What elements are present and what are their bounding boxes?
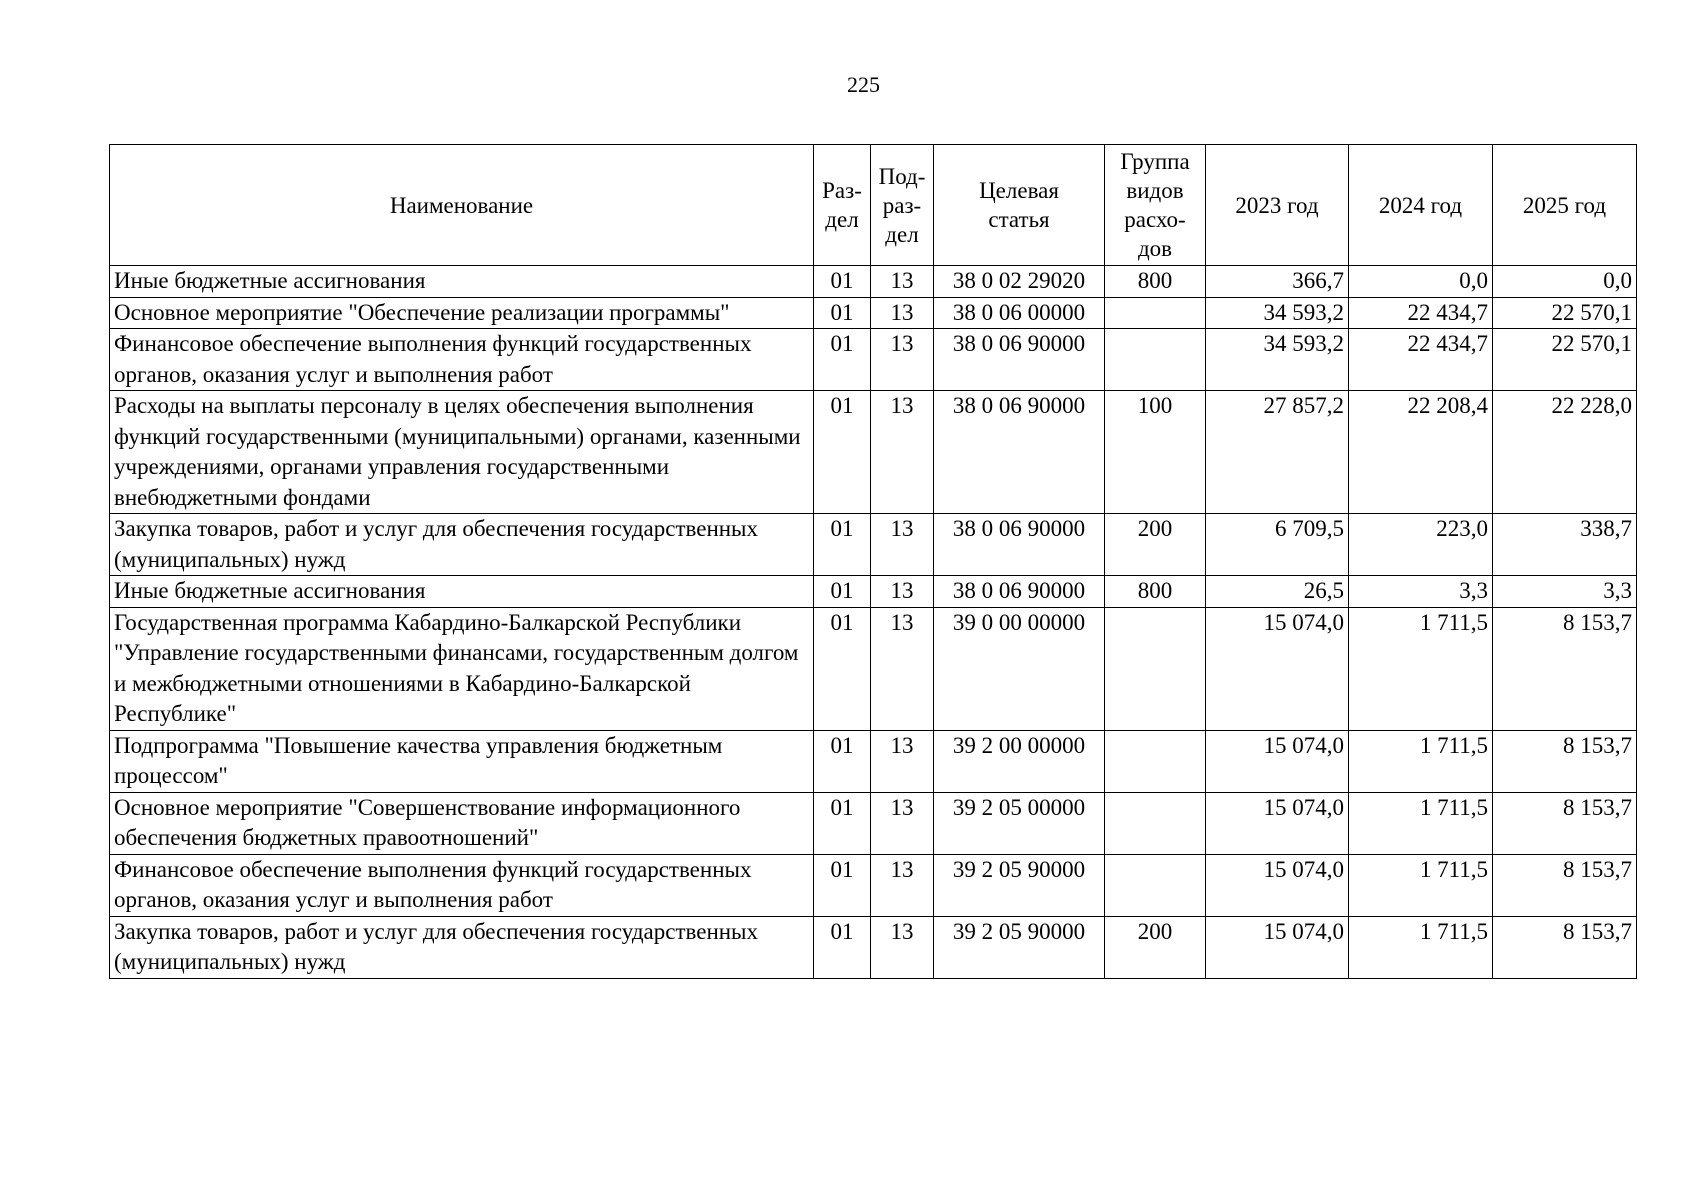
cell-podrazdel: 13	[871, 607, 934, 730]
page-number: 225	[847, 72, 880, 97]
cell-razdel: 01	[814, 391, 871, 514]
cell-2025: 8 153,7	[1493, 730, 1637, 792]
cell-podrazdel: 13	[871, 792, 934, 854]
cell-2024: 1 711,5	[1349, 854, 1493, 916]
cell-2023: 34 593,2	[1206, 297, 1349, 329]
cell-name: Закупка товаров, работ и услуг для обеспечения государственных (муниципальных) нужд	[110, 514, 814, 576]
cell-tselevaya-statya: 39 2 05 90000	[934, 916, 1105, 978]
header-2024: 2024 год	[1349, 145, 1493, 266]
cell-tselevaya-statya: 39 2 05 00000	[934, 792, 1105, 854]
cell-name: Государственная программа Кабардино-Балкарской Республики "Управление государственными финансами, государственным долгом и межбюджетными отношениями в Кабардино-Балкарской Республике"	[110, 607, 814, 730]
cell-tselevaya-statya: 38 0 06 90000	[934, 576, 1105, 608]
cell-razdel: 01	[814, 576, 871, 608]
cell-2023: 366,7	[1206, 266, 1349, 298]
cell-2025: 8 153,7	[1493, 607, 1637, 730]
cell-gruppa	[1105, 607, 1206, 730]
cell-tselevaya-statya: 39 2 05 90000	[934, 854, 1105, 916]
cell-podrazdel: 13	[871, 514, 934, 576]
cell-name: Расходы на выплаты персоналу в целях обеспечения выполнения функций государственными (муниципальными) органами, казенными учреждениями, органами управления государственными внебюджетными фондами	[110, 391, 814, 514]
header-2023: 2023 год	[1206, 145, 1349, 266]
cell-2024: 1 711,5	[1349, 916, 1493, 978]
cell-razdel: 01	[814, 607, 871, 730]
cell-gruppa: 800	[1105, 266, 1206, 298]
cell-2024: 22 434,7	[1349, 329, 1493, 391]
cell-2025: 3,3	[1493, 576, 1637, 608]
cell-name: Финансовое обеспечение выполнения функций государственных органов, оказания услуг и выполнения работ	[110, 854, 814, 916]
cell-name: Подпрограмма "Повышение качества управления бюджетным процессом"	[110, 730, 814, 792]
cell-razdel: 01	[814, 514, 871, 576]
cell-razdel: 01	[814, 297, 871, 329]
table-header	[110, 145, 1637, 266]
cell-podrazdel: 13	[871, 329, 934, 391]
header-tselevaya-statya: Целевая статья	[934, 145, 1105, 266]
cell-razdel: 01	[814, 266, 871, 298]
cell-gruppa	[1105, 297, 1206, 329]
cell-tselevaya-statya: 38 0 06 90000	[934, 391, 1105, 514]
cell-tselevaya-statya: 39 0 00 00000	[934, 607, 1105, 730]
cell-gruppa: 200	[1105, 916, 1206, 978]
cell-2025: 8 153,7	[1493, 854, 1637, 916]
budget-table	[109, 144, 1637, 979]
header-row	[110, 145, 1637, 266]
header-gruppa-vidov-raskhodov: Группа видов расхо- дов	[1105, 145, 1206, 266]
cell-2024: 3,3	[1349, 576, 1493, 608]
cell-name: Иные бюджетные ассигнования	[110, 576, 814, 608]
cell-podrazdel: 13	[871, 916, 934, 978]
cell-razdel: 01	[814, 916, 871, 978]
cell-razdel: 01	[814, 730, 871, 792]
cell-2024: 1 711,5	[1349, 607, 1493, 730]
cell-2023: 15 074,0	[1206, 730, 1349, 792]
cell-2023: 15 074,0	[1206, 607, 1349, 730]
cell-tselevaya-statya: 38 0 02 29020	[934, 266, 1105, 298]
cell-gruppa	[1105, 329, 1206, 391]
cell-tselevaya-statya: 38 0 06 00000	[934, 297, 1105, 329]
cell-podrazdel: 13	[871, 730, 934, 792]
cell-2024: 0,0	[1349, 266, 1493, 298]
cell-tselevaya-statya: 38 0 06 90000	[934, 329, 1105, 391]
table-row	[110, 792, 1637, 854]
cell-name: Закупка товаров, работ и услуг для обеспечения государственных (муниципальных) нужд	[110, 916, 814, 978]
cell-tselevaya-statya: 39 2 00 00000	[934, 730, 1105, 792]
table-body	[110, 266, 1637, 979]
cell-2024: 1 711,5	[1349, 792, 1493, 854]
cell-2025: 22 570,1	[1493, 297, 1637, 329]
cell-name: Основное мероприятие "Совершенствование информационного обеспечения бюджетных правоотношений"	[110, 792, 814, 854]
header-name: Наименование	[110, 145, 814, 266]
header-2025: 2025 год	[1493, 145, 1637, 266]
cell-gruppa	[1105, 730, 1206, 792]
cell-2025: 338,7	[1493, 514, 1637, 576]
cell-2025: 0,0	[1493, 266, 1637, 298]
cell-2025: 22 228,0	[1493, 391, 1637, 514]
table-row	[110, 576, 1637, 608]
cell-2024: 223,0	[1349, 514, 1493, 576]
cell-razdel: 01	[814, 792, 871, 854]
table-row	[110, 916, 1637, 978]
table-row	[110, 854, 1637, 916]
cell-razdel: 01	[814, 854, 871, 916]
cell-2023: 27 857,2	[1206, 391, 1349, 514]
cell-2025: 22 570,1	[1493, 329, 1637, 391]
cell-2023: 15 074,0	[1206, 854, 1349, 916]
table-row	[110, 297, 1637, 329]
cell-2024: 1 711,5	[1349, 730, 1493, 792]
cell-gruppa	[1105, 792, 1206, 854]
cell-2024: 22 434,7	[1349, 297, 1493, 329]
header-podrazdel: Под- раз- дел	[871, 145, 934, 266]
cell-podrazdel: 13	[871, 297, 934, 329]
cell-name: Основное мероприятие "Обеспечение реализации программы"	[110, 297, 814, 329]
table-row	[110, 391, 1637, 514]
cell-razdel: 01	[814, 329, 871, 391]
table-row	[110, 514, 1637, 576]
cell-name: Иные бюджетные ассигнования	[110, 266, 814, 298]
cell-2023: 26,5	[1206, 576, 1349, 608]
cell-podrazdel: 13	[871, 576, 934, 608]
cell-2025: 8 153,7	[1493, 792, 1637, 854]
cell-2023: 34 593,2	[1206, 329, 1349, 391]
cell-2023: 6 709,5	[1206, 514, 1349, 576]
cell-gruppa	[1105, 854, 1206, 916]
cell-2024: 22 208,4	[1349, 391, 1493, 514]
cell-podrazdel: 13	[871, 266, 934, 298]
cell-2023: 15 074,0	[1206, 916, 1349, 978]
cell-gruppa: 100	[1105, 391, 1206, 514]
cell-gruppa: 200	[1105, 514, 1206, 576]
table-row	[110, 329, 1637, 391]
cell-tselevaya-statya: 38 0 06 90000	[934, 514, 1105, 576]
cell-podrazdel: 13	[871, 391, 934, 514]
cell-2023: 15 074,0	[1206, 792, 1349, 854]
header-razdel: Раз- дел	[814, 145, 871, 266]
table-row	[110, 730, 1637, 792]
cell-name: Финансовое обеспечение выполнения функций государственных органов, оказания услуг и выполнения работ	[110, 329, 814, 391]
table-row	[110, 607, 1637, 730]
cell-2025: 8 153,7	[1493, 916, 1637, 978]
table-row	[110, 266, 1637, 298]
cell-podrazdel: 13	[871, 854, 934, 916]
cell-gruppa: 800	[1105, 576, 1206, 608]
